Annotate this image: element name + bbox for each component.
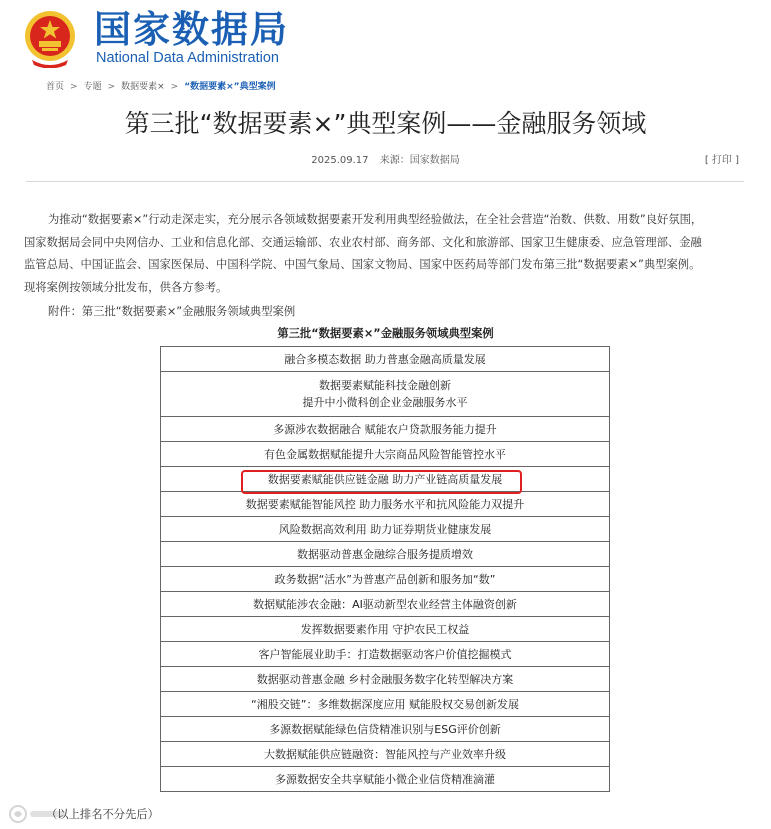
table-row	[161, 517, 610, 542]
breadcrumb-typical-cases[interactable]: “数据要素×”典型案例	[184, 82, 276, 92]
table-row	[161, 667, 610, 692]
table-row	[161, 417, 610, 442]
case-cell: 多源数据安全共享赋能小微企业信贷精准滴灌	[161, 767, 610, 792]
table-row	[161, 542, 610, 567]
case-cell: 多源涉农数据融合 赋能农户贷款服务能力提升	[161, 417, 610, 442]
case-cell-line: 数据要素赋能科技金融创新	[319, 379, 451, 392]
case-cell: 客户智能展业助手：打造数据驱动客户价值挖掘模式	[161, 642, 610, 667]
table-row	[161, 442, 610, 467]
table-row	[161, 717, 610, 742]
case-cell: 有色金属数据赋能提升大宗商品风险智能管控水平	[161, 442, 610, 467]
case-cell	[161, 372, 610, 417]
case-cell: 数据驱动普惠金融 乡村金融服务数字化转型解决方案	[161, 667, 610, 692]
cases-table	[160, 346, 610, 792]
breadcrumb-separator: >	[107, 82, 116, 92]
paragraph-line: 现将案例按领域分批发布，供各方参考。	[24, 280, 228, 294]
table-row	[161, 592, 610, 617]
article-date: 2025.09.17	[311, 155, 369, 166]
table-row	[161, 492, 610, 517]
case-cell: “湘股交链”：多维数据深度应用 赋能股权交易创新发展	[161, 692, 610, 717]
breadcrumb-separator: >	[170, 82, 179, 92]
article-paragraph	[24, 209, 754, 299]
paragraph-line: 国家数据局会同中央网信办、工业和信息化部、交通运输部、农业农村部、商务部、文化和旅游部、国家卫生健康委、应急管理部、金融	[24, 235, 702, 249]
case-cell: 数据赋能涉农金融：AI驱动新型农业经营主体融资创新	[161, 592, 610, 617]
case-cell: 数据要素赋能智能风控 助力服务水平和抗风险能力双提升	[161, 492, 610, 517]
case-cell: 数据驱动普惠金融综合服务提质增效	[161, 542, 610, 567]
table-row	[161, 642, 610, 667]
site-logo-subtitle: National Data Administration	[96, 50, 279, 66]
article-title: 第三批“数据要素×”典型案例——金融服务领域	[124, 109, 647, 138]
breadcrumb-home[interactable]: 首页	[46, 82, 65, 92]
table-row	[161, 692, 610, 717]
table-row	[161, 567, 610, 592]
paragraph-line: 为推动“数据要素×”行动走深走实，充分展示各领域数据要素开发利用典型经验做法，在全社会营造“治数、供数、用数”良好氛围，	[48, 213, 703, 226]
table-row	[161, 767, 610, 792]
site-logo-text[interactable]: 国家数据局	[94, 8, 289, 51]
table-row	[161, 617, 610, 642]
case-cell-line: 提升中小微科创企业金融服务水平	[302, 396, 468, 409]
table-row	[161, 372, 610, 417]
breadcrumb-separator: >	[70, 82, 78, 92]
case-cell: 数据要素赋能供应链金融 助力产业链高质量发展	[161, 467, 610, 492]
table-row	[161, 742, 610, 767]
divider	[26, 181, 744, 182]
site-header	[0, 0, 771, 72]
breadcrumb-topic[interactable]: 专题	[83, 82, 102, 92]
case-cell: 多源数据赋能绿色信贷精准识别与ESG评价创新	[161, 717, 610, 742]
national-emblem-icon	[22, 8, 78, 68]
case-cell: 风险数据高效利用 助力证券期货业健康发展	[161, 517, 610, 542]
print-button[interactable]: [ 打印 ]	[704, 155, 739, 166]
breadcrumb-data-elements[interactable]: 数据要素×	[121, 82, 165, 92]
table-title: 第三批“数据要素×”金融服务领域典型案例	[277, 327, 494, 340]
case-cell: 政务数据“活水”为普惠产品创新和服务加“数”	[161, 567, 610, 592]
breadcrumb	[46, 80, 276, 94]
case-cell: 发挥数据要素作用 守护农民工权益	[161, 617, 610, 642]
case-cell: 融合多模态数据 助力普惠金融高质量发展	[161, 347, 610, 372]
article-meta	[0, 151, 771, 166]
article-source: 来源：国家数据局	[379, 155, 460, 166]
paragraph-line: 监管总局、中国证监会、国家医保局、中国科学院、中国气象局、国家文物局、国家中医药局等部门发布第三批“数据要素×”典型案例。	[24, 258, 701, 271]
attachment-label: 附件：第三批“数据要素×”金融服务领域典型案例	[48, 305, 296, 318]
table-footnote: （以上排名不分先后）	[46, 808, 159, 821]
table-row	[161, 347, 610, 372]
case-cell: 大数据赋能供应链融资：智能风控与产业效率升级	[161, 742, 610, 767]
table-row	[161, 467, 610, 492]
